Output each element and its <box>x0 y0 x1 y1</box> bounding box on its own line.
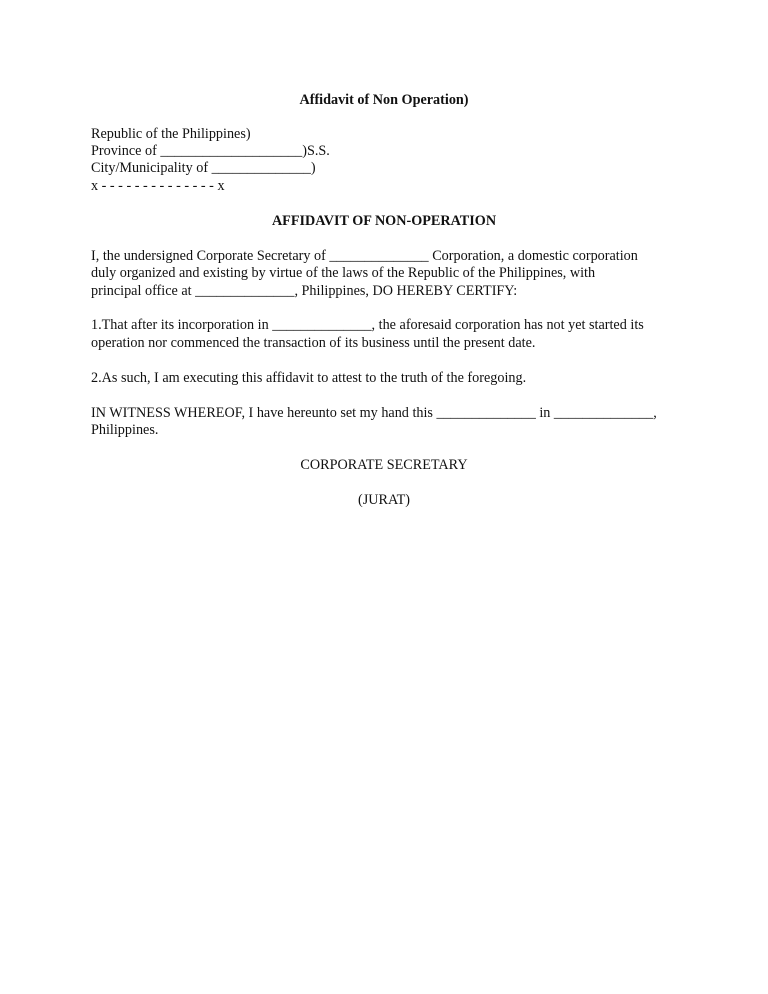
clause-2-paragraph: 2.As such, I am executing this affidavit to attest to the truth of the foregoing. <box>91 370 527 386</box>
intro-line-2: duly organized and existing by virtue of the laws of the Republic of the Philippines, with <box>91 265 596 281</box>
venue-line-separator: x - - - - - - - - - - - - - - x <box>91 178 225 194</box>
venue-line-republic: Republic of the Philippines) <box>91 126 251 142</box>
venue-line-city: City/Municipality of ______________) <box>91 160 316 176</box>
witness-line-1: IN WITNESS WHEREOF, I have hereunto set my hand this ______________ in ______________, <box>91 405 657 421</box>
venue-line-province: Province of ____________________)S.S. <box>91 143 330 159</box>
clause-1-line-1: 1.That after its incorporation in ______________, the aforesaid corporation has not yet started its <box>91 317 644 333</box>
affidavit-title: AFFIDAVIT OF NON-OPERATION <box>271 213 497 229</box>
intro-line-3: principal office at ______________, Philippines, DO HEREBY CERTIFY: <box>91 283 518 299</box>
clause-1-line-2: operation nor commenced the transaction of its business until the present date. <box>91 335 536 351</box>
jurat-label: (JURAT) <box>357 492 411 508</box>
intro-line-1: I, the undersigned Corporate Secretary of ______________ Corporation, a domestic corporation <box>91 248 638 264</box>
signatory-label: CORPORATE SECRETARY <box>300 457 468 473</box>
witness-line-2: Philippines. <box>91 422 159 438</box>
document-heading: Affidavit of Non Operation) <box>299 92 469 108</box>
